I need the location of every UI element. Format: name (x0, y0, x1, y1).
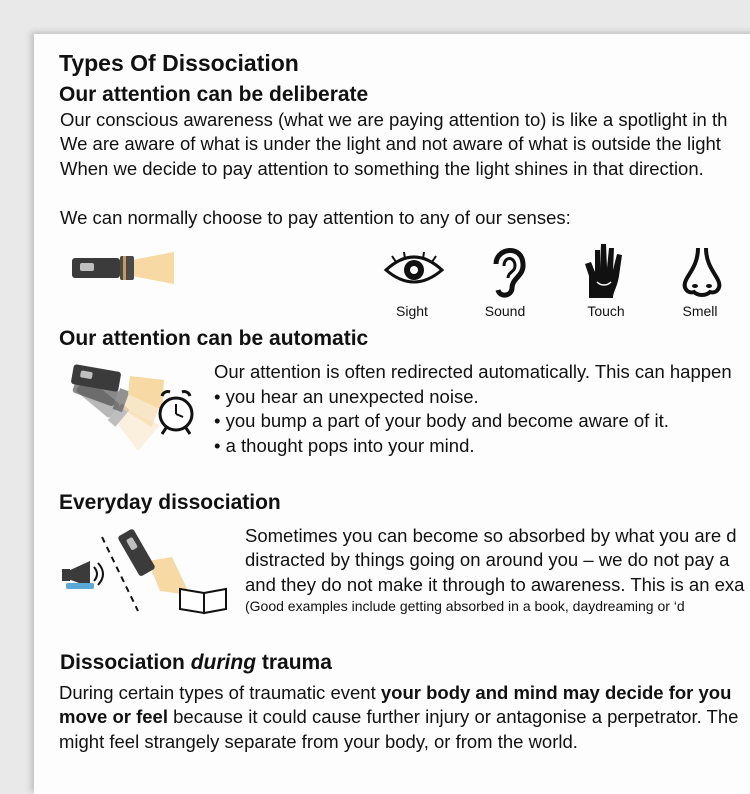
sense-label-touch: Touch (587, 303, 625, 319)
deliberate-line-2: We are aware of what is under the light and not aware of what is outside the light (60, 133, 721, 154)
heading-trauma: Dissociation during trauma (60, 651, 332, 674)
page-title: Types Of Dissociation (59, 50, 299, 76)
ear-icon (488, 242, 528, 298)
sense-label-sound: Sound (484, 303, 526, 319)
deliberate-line-4: We can normally choose to pay attention to any of our senses: (60, 207, 571, 228)
absorbed-flashlight-illustration (60, 525, 230, 620)
eye-icon (384, 250, 444, 290)
everyday-line-3: and they do not make it through to awareness. This is an exa (245, 574, 745, 595)
automatic-line-4: • a thought pops into your mind. (214, 435, 475, 456)
megaphone-icon (62, 561, 103, 589)
automatic-line-1: Our attention is often redirected automatically. This can happen (214, 361, 732, 382)
everyday-note: (Good examples include getting absorbed in a book, daydreaming or ‘d (245, 598, 685, 614)
deliberate-line-3: When we decide to pay attention to something the light shines in that direction. (60, 158, 704, 179)
redirected-flashlights-icon (66, 360, 206, 460)
sense-label-sight: Sight (396, 303, 428, 319)
trauma-line-2: move or feel because it could cause further injury or antagonise a perpetrator. The (59, 706, 739, 727)
everyday-line-2: distracted by things going on around you – we do not pay a (245, 549, 730, 570)
heading-deliberate: Our attention can be deliberate (59, 83, 369, 106)
automatic-line-2: • you hear an unexpected noise. (214, 386, 479, 407)
trauma-line-3: might feel strangely separate from your body, or from the world. (59, 731, 578, 752)
hand-icon (583, 242, 627, 300)
flashlight-icon (70, 248, 175, 288)
alarm-clock-icon (160, 392, 192, 434)
automatic-line-3: • you bump a part of your body and become aware of it. (214, 410, 669, 431)
heading-everyday: Everyday dissociation (59, 491, 281, 514)
everyday-line-1: Sometimes you can become so absorbed by what you are d (245, 525, 737, 546)
sense-label-smell: Smell (682, 303, 718, 319)
nose-icon (680, 246, 724, 298)
heading-automatic: Our attention can be automatic (59, 327, 369, 350)
trauma-line-1: During certain types of traumatic event your body and mind may decide for you (59, 682, 732, 703)
deliberate-line-1: Our conscious awareness (what we are paying attention to) is like a spotlight in th (60, 109, 728, 130)
book-icon (180, 589, 226, 613)
